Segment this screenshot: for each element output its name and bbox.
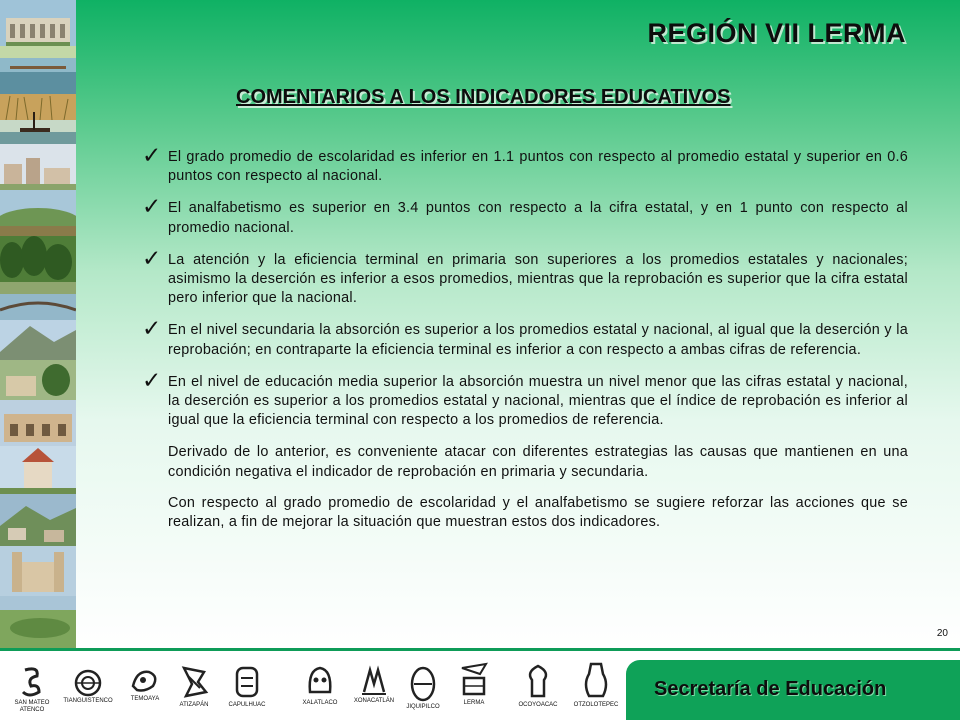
- secretaria-label: Secretaría de Educación: [654, 678, 887, 700]
- municipality-label: TIANGUISTENCO: [63, 698, 113, 704]
- muni-san-mateo-atenco: [4, 664, 60, 714]
- bullet-item: [142, 315, 908, 359]
- muni-temoaya: [120, 664, 170, 703]
- muni-capulhuac: [222, 662, 272, 709]
- glyph-icon: [522, 662, 554, 702]
- slide-content: [76, 0, 960, 648]
- bullet-item: [142, 244, 908, 309]
- muni-otzolotepec: [566, 660, 626, 709]
- muni-atizapan: [172, 662, 216, 709]
- checkmark-icon: ✓: [142, 315, 162, 342]
- bullet-item: [142, 142, 908, 186]
- municipality-label: XONACATLÁN: [353, 698, 395, 704]
- glyph-icon: [458, 660, 490, 700]
- glyph-icon: [231, 662, 263, 702]
- region-title: REGIÓN VII LERMA: [647, 18, 906, 48]
- muni-jiquipilco: [402, 664, 444, 711]
- municipality-label: OCOYOACAC: [518, 702, 558, 708]
- glyph-icon: [129, 664, 161, 696]
- municipality-label: SAN MATEO ATENCO: [14, 700, 50, 713]
- bullet-text: En el nivel secundaria la absorción es superior a los promedios estatal y nacional, al igual que la deserción y la reprobación; en contraparte la eficiencia terminal es inferior a con respecto a ambas cifras de referencia.: [168, 322, 908, 358]
- municipality-label: XALATLACO: [302, 700, 338, 706]
- checkmark-icon: ✓: [142, 142, 162, 168]
- municipality-label: LERMA: [463, 700, 485, 706]
- checkmark-icon: ✓: [142, 193, 162, 220]
- municipality-label: TEMOAYA: [130, 696, 160, 702]
- conclusion-paragraph: Derivado de lo anterior, es conveniente atacar con diferentes estrategias las causas que mantienen en una condición negativa el indicador de reprobación en primaria y secundaria.: [168, 444, 908, 480]
- glyph-icon: [581, 660, 611, 702]
- municipality-label: CAPULHUAC: [228, 702, 266, 708]
- glyph-icon: [178, 662, 210, 702]
- glyph-icon: [17, 664, 47, 700]
- muni-xalatlaco: [298, 662, 342, 707]
- muni-tianguistenco: [60, 668, 116, 705]
- municipality-label: JIQUIPILCO: [406, 704, 440, 710]
- checkmark-icon: ✓: [142, 366, 162, 393]
- recommendation-paragraph: Con respecto al grado promedio de escolaridad y el analfabetismo se sugiere reforzar las acciones que se realizan, a fin de mejorar la situación que muestran estos dos indicadores.: [168, 494, 908, 531]
- comments-body: [142, 142, 908, 544]
- page-number: 20: [936, 628, 948, 639]
- municipality-label: OTZOLOTEPEC: [573, 702, 619, 708]
- glyph-icon: [73, 668, 103, 698]
- glyph-icon: [408, 664, 438, 704]
- bullet-text: La atención y la eficiencia terminal en primaria son superiores a los promedios estatales y nacionales; asimismo la deserción es inferior a esos promedios, mientras que la reprobación es superior que la cifra estatal pero inferior que la nacional.: [168, 251, 908, 307]
- muni-ocoyoacac: [510, 662, 566, 709]
- bullet-text: En el nivel de educación media superior la absorción muestra un nivel menor que las cifras estatal y nacional, la deserción es superior a los promedios estatal y nacional, mientras que el índice de reprobación es inferior al igual que la eficiencia terminal con respecto a los promedios de referencia.: [168, 373, 908, 429]
- glyph-icon: [304, 662, 336, 700]
- muni-xonacatlan: [350, 664, 398, 705]
- bullet-text: El grado promedio de escolaridad es inferior en 1.1 puntos con respecto al promedio estatal y superior en 0.6 puntos con respecto al nacional.: [168, 149, 908, 185]
- photo-strip: [0, 0, 76, 648]
- bullet-item: [142, 193, 908, 237]
- slide-title: COMENTARIOS A LOS INDICADORES EDUCATIVOS: [236, 86, 731, 108]
- glyph-icon: [358, 664, 390, 698]
- photo-collage: [0, 0, 76, 648]
- secretaria-logo-block: [626, 660, 960, 720]
- municipality-label: ATIZAPÁN: [179, 702, 209, 708]
- checkmark-icon: ✓: [142, 244, 162, 271]
- bullet-text: El analfabetismo es superior en 3.4 puntos con respecto a la cifra estatal, y en 1 punto con respecto al promedio nacional.: [168, 200, 908, 236]
- bullet-item: [142, 366, 908, 431]
- muni-lerma: [454, 660, 494, 707]
